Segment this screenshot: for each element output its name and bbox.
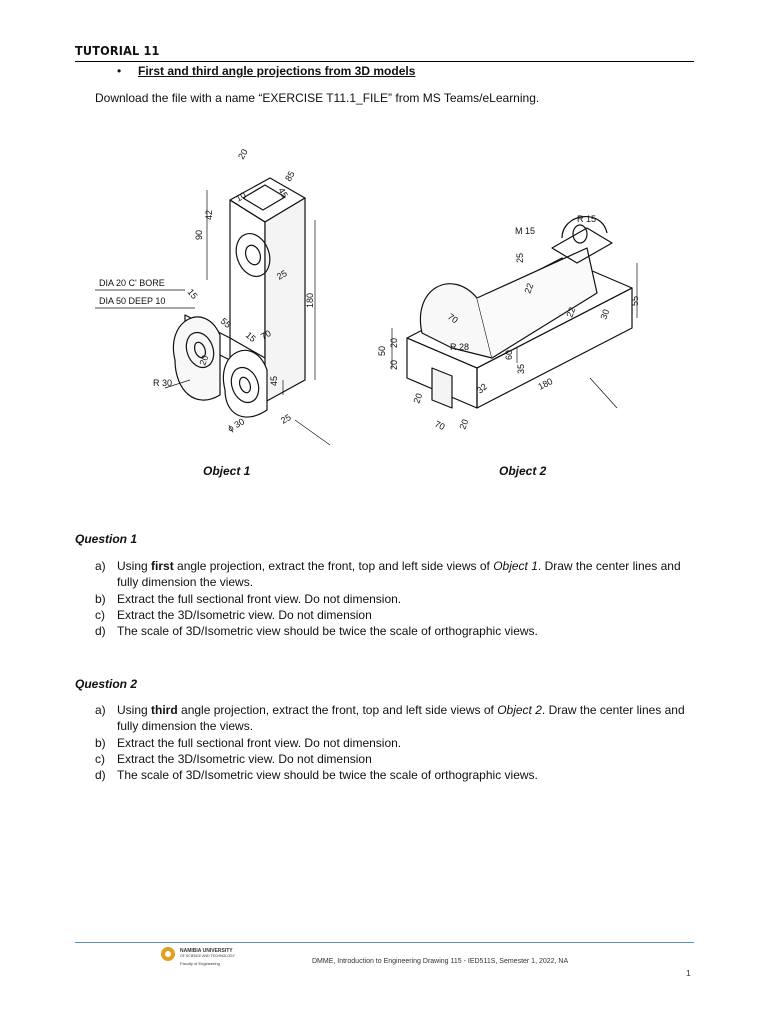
- question1-list: [95, 558, 695, 639]
- object2-drawing: [372, 208, 644, 456]
- download-instruction: Download the file with a name “EXERCISE T11.1_FILE” from MS Teams/eLearning.: [95, 91, 540, 105]
- logo-text-2: OF SCIENCE AND TECHNOLOGY: [180, 954, 235, 958]
- object2-caption: Object 2: [499, 464, 547, 478]
- bullet-marker: •: [117, 64, 122, 78]
- list-item: a) Using first angle projection, extract the front, top and left side views of Object 1. Draw the center lines and fully dimension the views.: [95, 559, 681, 590]
- list-item: d) The scale of 3D/Isometric view should be twice the scale of orthographic views.: [95, 768, 538, 783]
- dim-label: 42: [204, 209, 214, 220]
- bore-note-1: DIA 20 C' BORE: [99, 278, 165, 288]
- dim-label: 22: [522, 281, 536, 295]
- dim-label: 90: [194, 229, 204, 240]
- university-logo: [160, 944, 280, 970]
- dim-label: M 15: [515, 226, 536, 236]
- dim-label: 70: [433, 418, 447, 433]
- list-item: c) Extract the 3D/Isometric view. Do not dimension: [95, 607, 372, 622]
- logo-text-1: NAMIBIA UNIVERSITY: [180, 948, 233, 954]
- dim-label: 50: [377, 345, 387, 356]
- dim-label: 22: [564, 305, 578, 319]
- bore-note-2: DIA 50 DEEP 10: [99, 296, 166, 306]
- dim-label: R 28: [450, 342, 470, 352]
- dim-label: 30: [598, 307, 612, 321]
- object1-drawing: [95, 140, 345, 458]
- question1-heading: Question 1: [75, 532, 138, 546]
- object1-caption: Object 1: [203, 464, 251, 478]
- dim-label: 15: [243, 329, 258, 344]
- dim-label: 20: [197, 353, 211, 367]
- page-title: TUTORIAL 11: [75, 43, 160, 58]
- dim-label: 32: [474, 381, 489, 396]
- dim-label: ϕ 30: [226, 416, 247, 434]
- footer-text: DMME, Introduction to Engineering Drawing 115 - IED511S, Semester 1, 2022, NA: [312, 958, 569, 965]
- footer-rule: [75, 942, 694, 943]
- dim-label: 55: [218, 315, 233, 330]
- dim-label: 85: [283, 169, 297, 183]
- dim-label: 35: [516, 363, 526, 374]
- dim-label: 20: [389, 337, 399, 348]
- list-item: a) Using third angle projection, extract the front, top and left side views of Object 2. Draw the center lines and fully dimension the views.: [95, 703, 685, 734]
- logo-text-3: Faculty of Engineering: [180, 961, 220, 966]
- dim-label: 25: [279, 412, 293, 426]
- dim-label: 55: [630, 295, 640, 306]
- dim-label: 70: [259, 328, 273, 342]
- header-rule: [75, 61, 694, 62]
- dim-label: 70: [445, 311, 460, 326]
- dim-label: 20: [457, 417, 471, 431]
- dim-label: 60: [504, 349, 514, 360]
- list-item: c) Extract the 3D/Isometric view. Do not dimension: [95, 751, 372, 766]
- question2-list: [95, 702, 695, 783]
- dim-label: R 15: [577, 214, 597, 224]
- question2-heading: Question 2: [75, 677, 138, 691]
- dim-label: 180: [536, 376, 555, 392]
- dim-label: 25: [275, 268, 289, 282]
- list-item: d) The scale of 3D/Isometric view should be twice the scale of orthographic views.: [95, 624, 538, 639]
- page-number: 1: [686, 968, 691, 978]
- dim-label: 15: [185, 286, 200, 301]
- dim-label: 25: [515, 252, 525, 263]
- dim-label: 180: [305, 292, 315, 308]
- list-item: b) Extract the full sectional front view. Do not dimension.: [95, 735, 402, 750]
- dim-label: 45: [276, 186, 290, 200]
- list-item: b) Extract the full sectional front view. Do not dimension.: [95, 591, 402, 606]
- dim-label: R 30: [153, 378, 173, 388]
- dim-label: 20: [389, 359, 399, 370]
- dim-label: 20: [411, 391, 425, 405]
- dim-label: 45: [269, 375, 279, 386]
- dim-label: 20: [236, 147, 250, 161]
- section-heading: First and third angle projections from 3D models: [138, 64, 416, 78]
- dim-label: 10: [234, 190, 248, 204]
